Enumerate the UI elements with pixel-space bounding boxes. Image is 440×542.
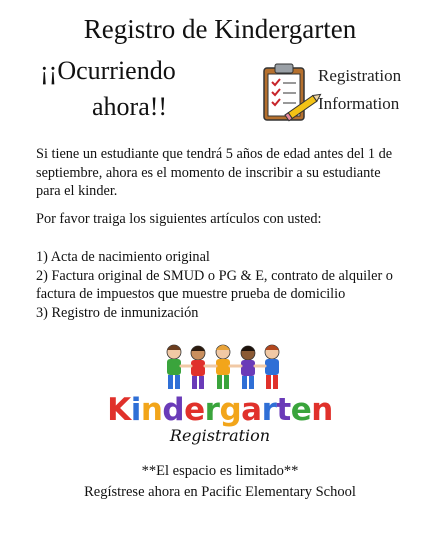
kindergarten-registration-label: Registration	[169, 426, 271, 445]
wordmark-letter: n	[140, 392, 163, 428]
limited-space-notice: **El espacio es limitado**	[141, 463, 299, 479]
subtitle-line-1: ¡¡Ocurriendo	[40, 56, 176, 85]
list-item: 3) Registro de inmunización	[36, 304, 199, 321]
register-now-line: Regístrese ahora en Pacific Elementary School	[84, 484, 356, 500]
kindergarten-wordmark	[80, 392, 360, 428]
page-title: Registro de Kindergarten	[83, 14, 357, 44]
registration-logo-line-1: Registration	[318, 66, 402, 85]
wordmark-letter: K	[107, 392, 131, 428]
children-holding-hands-icon	[162, 342, 284, 392]
required-items-list	[36, 248, 408, 322]
list-item: 2) Factura original de SMUD o PG & E, contrato de alquiler o factura de impuestos que muestre prueba de domicilio	[36, 267, 393, 302]
wordmark-letter: e	[290, 392, 312, 428]
list-item: 1) Acta de nacimiento original	[36, 249, 210, 265]
wordmark-letter: r	[204, 392, 220, 428]
wordmark-letter: g	[219, 392, 242, 428]
wordmark-letter: e	[184, 392, 205, 428]
wordmark-letter: n	[311, 392, 333, 428]
bring-items-heading: Por favor traiga los siguientes artículos con usted:	[36, 211, 322, 227]
wordmark-letter: r	[261, 392, 277, 428]
wordmark-letter: d	[162, 392, 185, 428]
registration-logo-line-2: Information	[318, 94, 400, 113]
intro-paragraph: Si tiene un estudiante que tendrá 5 años de edad antes del 1 de septiembre, ahora es el momento de inscribir a su estudiante para el kinder.	[36, 146, 393, 199]
subtitle-line-2: ahora!!	[92, 92, 168, 121]
wordmark-letter: i	[130, 392, 141, 428]
wordmark-letter: a	[241, 392, 262, 428]
wordmark-letter: t	[276, 392, 291, 428]
